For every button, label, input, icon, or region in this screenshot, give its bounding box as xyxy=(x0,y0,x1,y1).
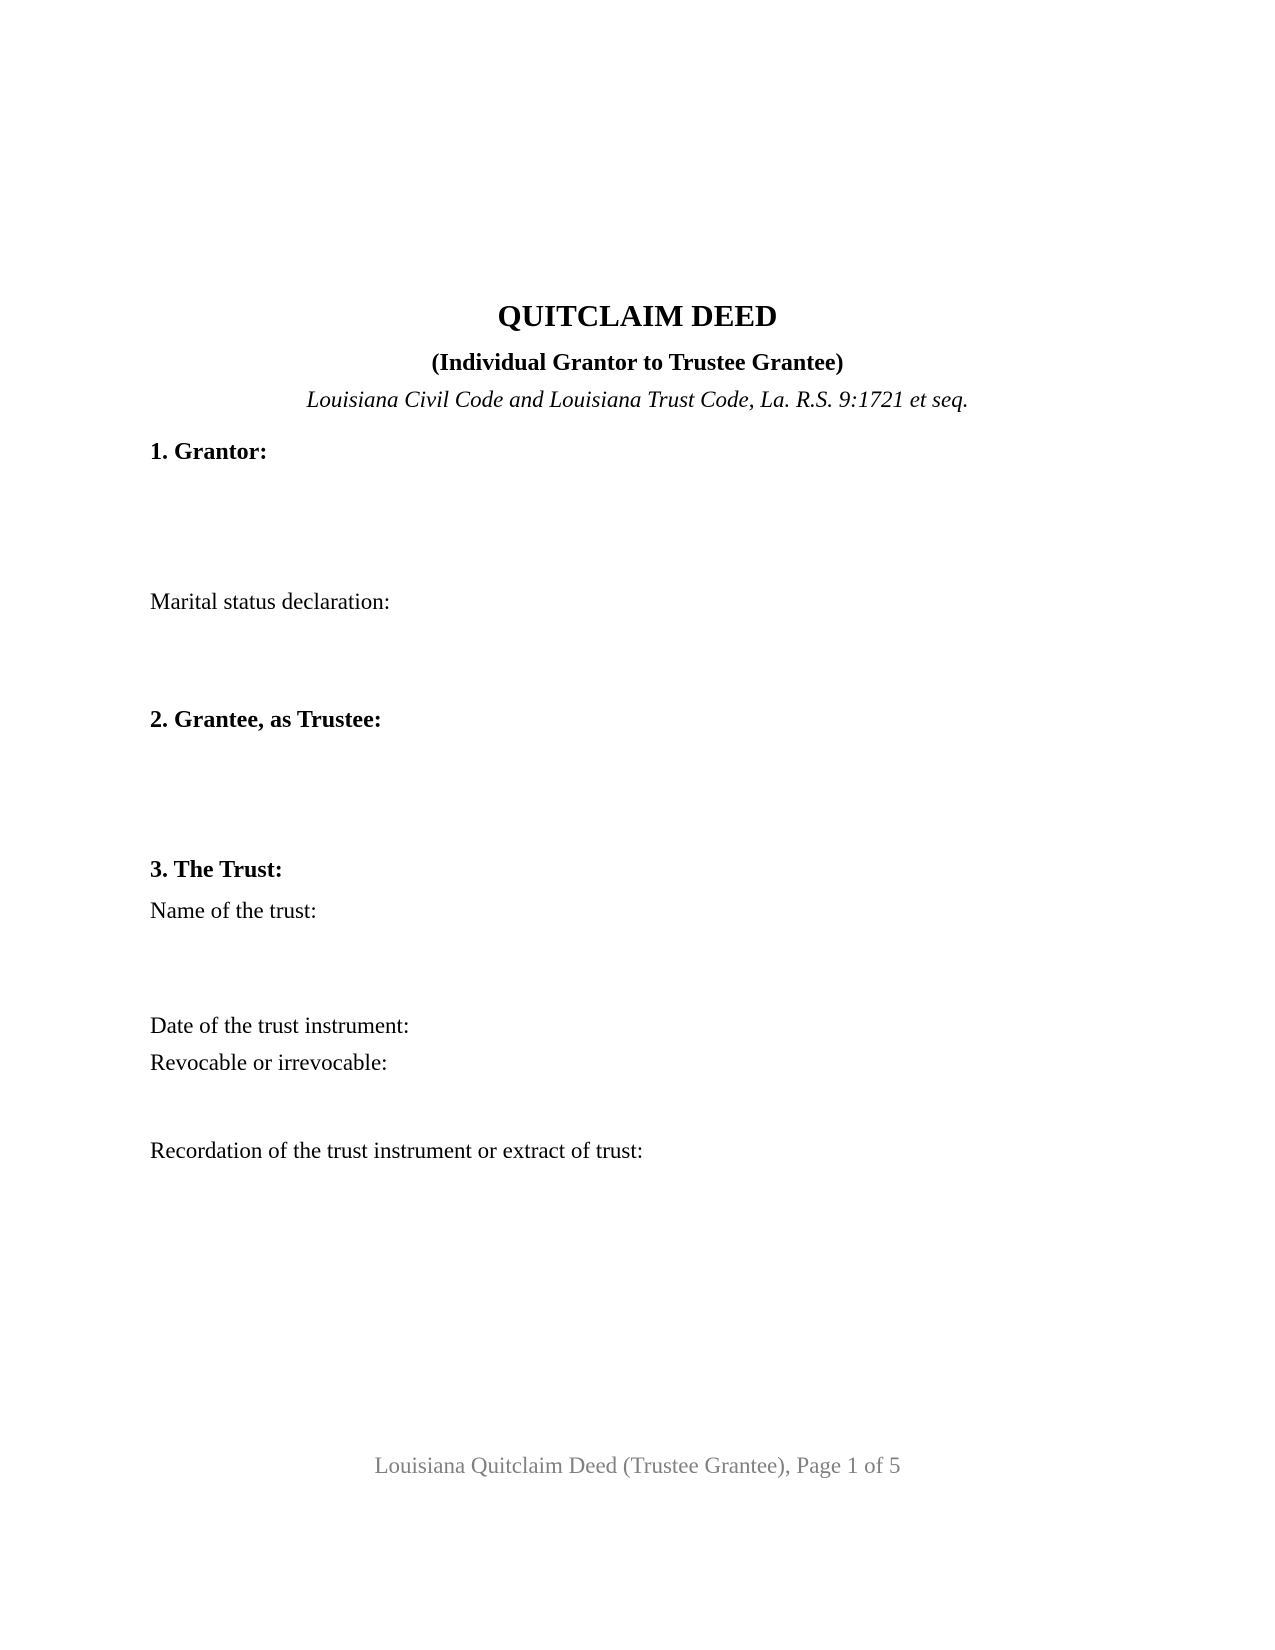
trust-name-label: Name of the trust: xyxy=(150,898,317,923)
trust-revocability-label: Revocable or irrevocable: xyxy=(150,1050,388,1075)
section-grantor-heading: 1. Grantor: xyxy=(150,439,268,465)
section-grantee-heading: 2. Grantee, as Trustee: xyxy=(150,707,382,733)
marital-status-label: Marital status declaration: xyxy=(150,589,391,614)
section-trust-heading: 3. The Trust: xyxy=(150,857,283,883)
page-footer: Louisiana Quitclaim Deed (Trustee Grantee), Page 1 of 5 xyxy=(374,1453,901,1478)
legal-citation: Louisiana Civil Code and Louisiana Trust Code, La. R.S. 9:1721 et seq. xyxy=(306,387,969,412)
trust-recordation-label: Recordation of the trust instrument or extract of trust: xyxy=(150,1138,644,1163)
document-title: QUITCLAIM DEED xyxy=(497,298,778,333)
document-subtitle: (Individual Grantor to Trustee Grantee) xyxy=(431,350,844,376)
trust-date-label: Date of the trust instrument: xyxy=(150,1013,410,1038)
